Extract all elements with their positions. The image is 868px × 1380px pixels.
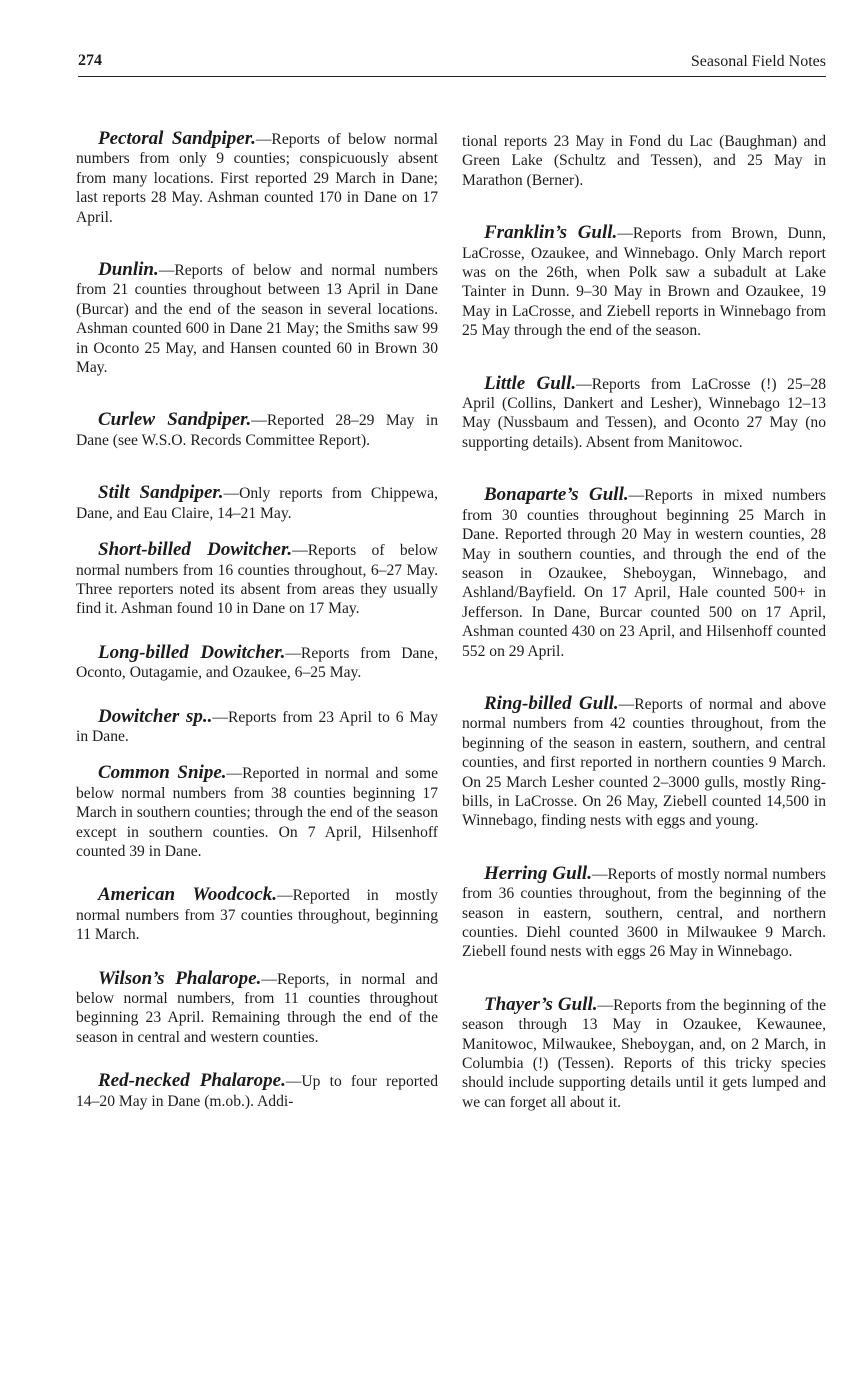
species-entry-herring-gull	[462, 864, 826, 962]
species-name: Dunlin.	[98, 259, 159, 281]
species-name: Common Snipe.	[98, 762, 227, 784]
species-entry-short-billed-dowitcher	[76, 540, 438, 619]
em-dash: —	[617, 225, 633, 243]
species-name: Herring Gull.	[484, 862, 592, 884]
running-head: Seasonal Field Notes	[690, 53, 826, 70]
em-dash: —	[292, 542, 308, 560]
species-entry-dowitcher-sp	[76, 707, 438, 747]
em-dash: —	[591, 865, 608, 883]
species-text: Reported 28–29 May in Dane (see W.S.O. Records Committee Report).	[76, 412, 438, 449]
species-name: Little Gull.	[484, 372, 577, 394]
species-entry-ring-billed-gull	[462, 694, 826, 831]
species-entry-thayers-gull	[462, 995, 826, 1112]
em-dash: —	[223, 485, 240, 503]
page-header	[78, 52, 826, 77]
em-dash: —	[255, 131, 272, 148]
em-dash: —	[618, 695, 635, 713]
species-text: Reports from Dane, Oconto, Outagamie, and Ozaukee, 6–25 May.	[76, 644, 438, 682]
em-dash: —	[576, 375, 592, 393]
right-column	[462, 129, 826, 1112]
species-name: Bonaparte’s Gull.	[484, 484, 629, 506]
species-name: Stilt Sandpiper.	[98, 482, 224, 504]
species-name: Pectoral Sandpiper.	[98, 128, 256, 149]
em-dash: —	[251, 412, 267, 430]
species-entry-stilt-sandpiper	[76, 483, 438, 523]
species-entry-little-gull	[462, 374, 826, 453]
species-name: Wilson’s Phalarope.	[98, 967, 262, 989]
species-text: Reports of below normal numbers from 16 counties throughout, 6–27 May. Three reporters noted its absent from areas they usually find it. Ashman found 10 in Dane on 17 May.	[76, 542, 438, 618]
species-text: Reports from LaCrosse (!) 25–28 April (Collins, Dankert and Lesher), Winnebago 12–13 May (Nussbaum and Tessen), and Oconto 27 May (no supporting details). Absent from Manitowoc.	[462, 375, 827, 451]
species-name: American Woodcock.	[98, 884, 277, 906]
species-entry-american-woodcock	[76, 885, 438, 944]
species-name: Curlew Sandpiper.	[98, 409, 252, 431]
species-text: Reports from the beginning of the season through 13 May in Ozaukee, Kewaunee, Manitowoc, Milwaukee, Sheboygan, and, on 2 March, in Columbia (!) (Tessen). Reports of this tricky species should include supporting details until it gets lumped and we can forget all about it.	[462, 996, 827, 1111]
species-text: Up to four reported 14–20 May in Dane (m.ob.). Addi-	[76, 1073, 438, 1110]
em-dash: —	[261, 970, 277, 988]
species-entry-common-snipe	[76, 763, 438, 861]
species-entry-curlew-sandpiper	[76, 410, 438, 450]
em-dash: —	[597, 996, 614, 1014]
species-text: Reports, in normal and below normal numbers, from 11 counties throughout beginning 23 April. Remaining through the end of the season in central and western counties.	[76, 970, 438, 1046]
species-name: Dowitcher sp..	[98, 705, 213, 727]
species-name: Ring-billed Gull.	[484, 692, 619, 714]
em-dash: —	[226, 765, 243, 783]
species-text: Reports in mixed numbers from 30 counties throughout beginning 25 March in Dane. Reported through 20 May in western counties, 28 May in southern counties, and through the end of the season in Ozaukee, Sheboygan, Winnebago, and Ashland/Bayfield. On 17 April, Hale counted 500+ in Jefferson. In Dane, Burcar counted 500 on 17 April, Ashman counted 430 on 23 April, and Hilsenhoff counted 552 on 29 April.	[462, 487, 826, 660]
species-text: Reports of below and normal numbers from 21 counties throughout between 13 April in Dane (Burcar) and the end of the season in several locations. Ashman counted 600 in Dane 21 May; the Smiths saw 99 in Oconto 25 May, and Hansen counted 60 in Brown 30 May.	[76, 262, 438, 377]
species-entry-long-billed-dowitcher	[76, 643, 438, 683]
species-entry-pectoral-sandpiper	[76, 129, 438, 227]
left-column	[76, 129, 438, 1111]
species-name: Short-billed Dowitcher.	[98, 539, 293, 561]
species-entry-wilsons-phalarope	[76, 969, 438, 1048]
page-number: 274	[78, 52, 102, 69]
em-dash: —	[285, 1073, 302, 1091]
species-text: Reports of below normal numbers from only 9 counties; conspicuously absent from many locations. First reported 29 March in Dane; last reports 28 May. Ashman counted 170 in Dane on 17 April.	[76, 131, 438, 226]
species-entry-franklins-gull	[462, 223, 826, 340]
species-text: Reported in normal and some below normal numbers from 38 counties beginning 17 March in southern counties; through the end of the season except in southern counties. On 7 April, Hilsenhoff counted 39 in Dane.	[76, 765, 438, 860]
species-name: Red-necked Phalarope.	[98, 1070, 286, 1092]
species-text: Reports of normal and above normal numbers from 42 counties throughout, from the beginning of the season in eastern, southern, and central counties, and first reported in northern counties 9 March. On 25 March Lesher counted 2–3000 gulls, mostly Ring-bills, in LaCrosse. On 26 May, Ziebell counted 14,500 in Winnebago, finding nests with eggs and young.	[462, 695, 826, 830]
species-text: Reports from Brown, Dunn, LaCrosse, Ozaukee, and Winnebago. Only March report was on the 26th, when Polk saw a subadult at Lake Tainter in Dunn. 9–30 May in Brown and Ozaukee, 19 May in LaCrosse, and Ziebell reports in Winnebago from 25 May through the end of the season.	[462, 225, 826, 340]
species-text: Reported in mostly normal numbers from 37 counties throughout, beginning 11 March.	[76, 887, 438, 944]
species-entry-bonapartes-gull	[462, 485, 826, 661]
em-dash: —	[158, 262, 175, 280]
em-dash: —	[628, 487, 645, 505]
em-dash: —	[212, 708, 228, 726]
species-name: Long-billed Dowitcher.	[98, 641, 286, 663]
species-text: Reports from 23 April to 6 May in Dane.	[76, 708, 438, 745]
continuation-text: tional reports 23 May in Fond du Lac (Baughman) and Green Lake (Schultz and Tessen), and 25 May in Marathon (Berner).	[462, 133, 826, 189]
species-text: Reports of mostly normal numbers from 36 counties throughout, from the beginning of the season in eastern, southern, central, and northern counties. Diehl counted 3600 in Milwaukee 9 March. Ziebell found nests with eggs 26 May in Winnebago.	[462, 865, 826, 961]
em-dash: —	[285, 644, 301, 662]
species-entry-dunlin	[76, 260, 438, 377]
species-text: Only reports from Chippewa, Dane, and Eau Claire, 14–21 May.	[76, 485, 439, 522]
species-entry-red-necked-phalarope	[76, 1071, 438, 1111]
species-name: Franklin’s Gull.	[484, 222, 618, 244]
species-name: Thayer’s Gull.	[484, 993, 598, 1015]
em-dash: —	[277, 887, 293, 905]
